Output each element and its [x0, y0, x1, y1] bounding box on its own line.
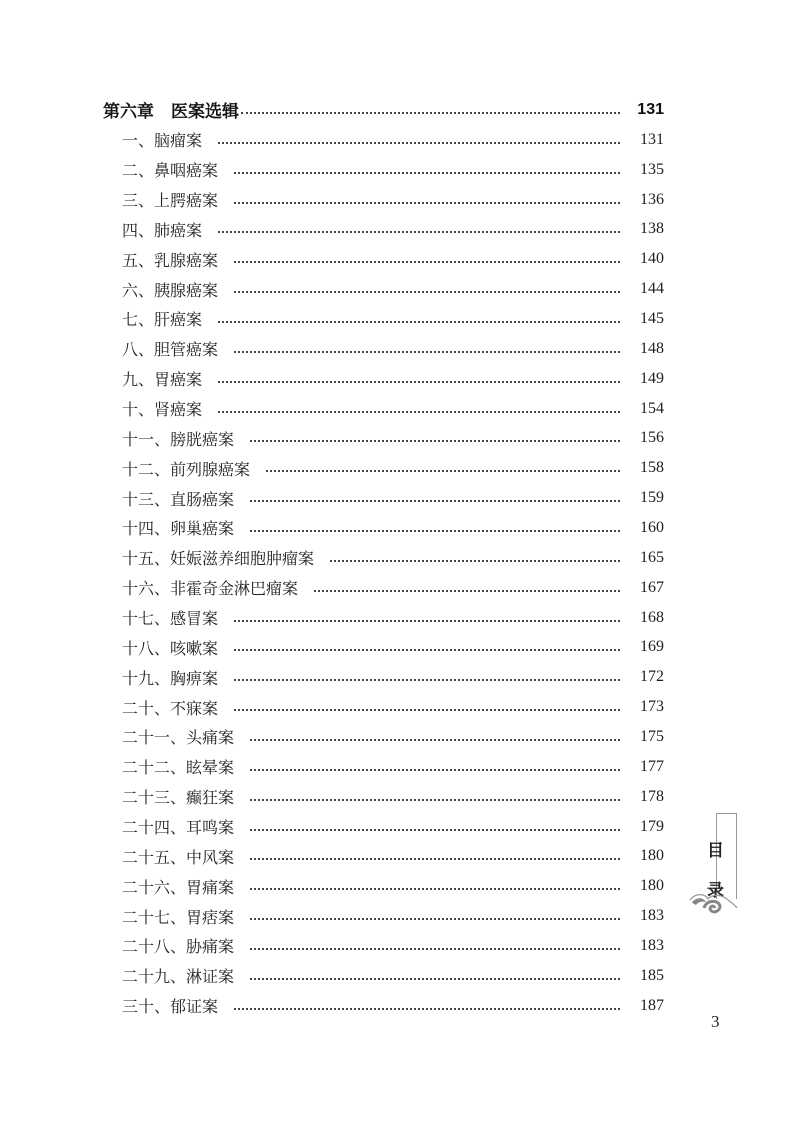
entry-title: 十七、感冒案	[122, 609, 219, 629]
entry-title: 七、肝癌案	[122, 310, 203, 330]
entry-page: 172	[640, 668, 664, 686]
entry-page: 179	[640, 817, 664, 835]
entry-title: 五、乳腺癌案	[122, 250, 219, 270]
entry-title: 二十五、中风案	[122, 847, 235, 867]
entry-title: 三、上腭癌案	[122, 191, 219, 210]
dot-leader	[250, 938, 620, 954]
entry-title: 二十二、眩晕案	[122, 758, 235, 778]
dot-leader	[314, 580, 620, 596]
dot-leader	[218, 371, 620, 387]
entry-title: 二、鼻咽癌案	[122, 161, 219, 181]
dot-leader	[234, 281, 620, 297]
toc-entry[interactable]	[103, 931, 664, 961]
entry-title: 一、脑瘤案	[122, 131, 203, 151]
entry-page: 160	[640, 518, 664, 536]
chapter-title: 第六章 医案选辑	[103, 102, 239, 123]
entry-title: 八、胆管癌案	[122, 340, 219, 360]
entry-page: 167	[640, 578, 664, 596]
dot-leader	[250, 848, 620, 864]
toc-entry[interactable]	[103, 304, 664, 334]
entry-page: 144	[640, 280, 664, 298]
dot-leader	[250, 759, 620, 775]
entry-page: 131	[640, 130, 664, 148]
dot-leader	[234, 669, 620, 685]
toc-entry[interactable]	[103, 334, 664, 364]
entry-page: 156	[640, 429, 664, 447]
toc-entry[interactable]	[103, 453, 664, 483]
toc-entry[interactable]	[103, 692, 664, 722]
toc-entry[interactable]	[103, 782, 664, 812]
entry-page: 168	[640, 608, 664, 626]
entry-page: 187	[640, 996, 664, 1014]
cloud-ornament-icon	[688, 890, 738, 918]
dot-leader	[330, 550, 620, 566]
toc-entry[interactable]	[103, 274, 664, 304]
entry-title: 十九、胸痹案	[122, 668, 219, 688]
dot-leader	[234, 998, 620, 1014]
chapter-page: 131	[637, 100, 664, 118]
entry-title: 十五、妊娠滋养细胞肿瘤案	[122, 549, 315, 569]
toc-entry[interactable]	[103, 125, 664, 155]
entry-title: 十四、卵巢癌案	[122, 519, 235, 539]
entry-title: 十三、直肠癌案	[122, 489, 235, 509]
entry-page: 165	[640, 548, 664, 566]
toc-entry[interactable]	[103, 812, 664, 842]
entry-title: 九、胃癌案	[122, 370, 203, 390]
toc-entry[interactable]	[103, 901, 664, 931]
side-tab-char: 目	[707, 841, 724, 861]
dot-leader	[234, 251, 620, 267]
entry-title: 二十六、胃痛案	[122, 877, 235, 897]
entry-title: 十八、咳嗽案	[122, 638, 219, 658]
entry-page: 140	[640, 250, 664, 268]
entry-title: 二十八、胁痛案	[122, 937, 235, 957]
toc-entry[interactable]	[103, 185, 664, 215]
entry-title: 六、胰腺癌案	[122, 280, 219, 300]
toc-entry[interactable]	[103, 722, 664, 752]
entry-page: 159	[640, 489, 664, 507]
dot-leader	[250, 908, 620, 924]
dot-leader	[250, 490, 620, 506]
entry-page: 169	[640, 638, 664, 656]
entry-title: 二十九、淋证案	[122, 967, 235, 987]
page-number: 3	[711, 1012, 720, 1031]
entry-page: 135	[640, 160, 664, 178]
toc-entry[interactable]	[103, 841, 664, 871]
dot-leader	[234, 341, 620, 357]
toc-entry[interactable]	[103, 423, 664, 453]
dot-leader	[250, 968, 620, 984]
entry-page: 154	[640, 399, 664, 417]
entry-title: 三十、郁证案	[122, 997, 219, 1017]
dot-leader	[250, 430, 620, 446]
entry-page: 175	[640, 727, 664, 745]
toc-entry[interactable]	[103, 871, 664, 901]
entry-page: 177	[640, 757, 664, 775]
entry-title: 二十四、耳鸣案	[122, 818, 235, 838]
entry-page: 173	[640, 698, 664, 716]
entry-title: 二十一、头痛案	[122, 728, 235, 748]
toc-entry[interactable]	[103, 483, 664, 513]
entry-page: 180	[640, 877, 664, 895]
dot-leader	[250, 819, 620, 835]
entry-title: 二十、不寐案	[122, 698, 219, 718]
entry-title: 十一、膀胱癌案	[122, 429, 235, 449]
dot-leader	[250, 878, 620, 894]
side-tab-char: 录	[707, 881, 724, 901]
toc-entry[interactable]	[103, 752, 664, 782]
dot-leader	[234, 639, 620, 655]
toc-entry[interactable]	[103, 991, 664, 1021]
entry-page: 149	[640, 369, 664, 387]
entry-page: 138	[640, 220, 664, 238]
entry-page: 185	[640, 966, 664, 984]
toc-entry[interactable]	[103, 573, 664, 603]
entry-page: 145	[640, 309, 664, 327]
dot-leader	[266, 460, 620, 476]
entry-page: 183	[640, 936, 664, 954]
toc-entry[interactable]	[103, 364, 664, 394]
dot-leader	[250, 789, 620, 805]
entry-page: 178	[640, 787, 664, 805]
entry-title: 四、肺癌案	[122, 220, 203, 240]
dot-leader	[234, 699, 620, 715]
toc-entry[interactable]	[103, 603, 664, 633]
entry-page: 183	[640, 907, 664, 925]
toc-entry[interactable]	[103, 244, 664, 274]
entry-title: 十、肾癌案	[122, 400, 203, 420]
entry-page: 148	[640, 339, 664, 357]
toc-entry[interactable]	[103, 394, 664, 424]
entry-title: 十六、非霍奇金淋巴瘤案	[122, 579, 299, 599]
dot-leader	[250, 729, 620, 745]
entry-title: 十二、前列腺癌案	[122, 459, 251, 479]
dot-leader	[218, 132, 620, 148]
section-side-tab	[707, 813, 737, 901]
dot-leader	[218, 311, 620, 327]
toc-entry[interactable]	[103, 662, 664, 692]
dot-leader	[218, 401, 620, 417]
entry-title: 二十七、胃痞案	[122, 907, 235, 927]
entry-title: 二十三、癫狂案	[122, 788, 235, 808]
entry-page: 180	[640, 847, 664, 865]
toc-entry[interactable]	[103, 632, 664, 662]
toc-entry[interactable]	[103, 513, 664, 543]
toc-chapter-heading[interactable]	[103, 95, 664, 125]
toc-entry[interactable]	[103, 543, 664, 573]
entry-page: 136	[640, 190, 664, 208]
dot-leader	[241, 102, 620, 118]
toc-entry[interactable]	[103, 961, 664, 991]
dot-leader	[234, 610, 620, 626]
dot-leader	[234, 162, 620, 178]
entry-page: 158	[640, 459, 664, 477]
toc-entry[interactable]	[103, 155, 664, 185]
dot-leader	[234, 192, 620, 208]
dot-leader	[250, 520, 620, 536]
table-of-contents	[103, 95, 664, 1021]
dot-leader	[218, 221, 620, 237]
toc-entry[interactable]	[103, 214, 664, 244]
